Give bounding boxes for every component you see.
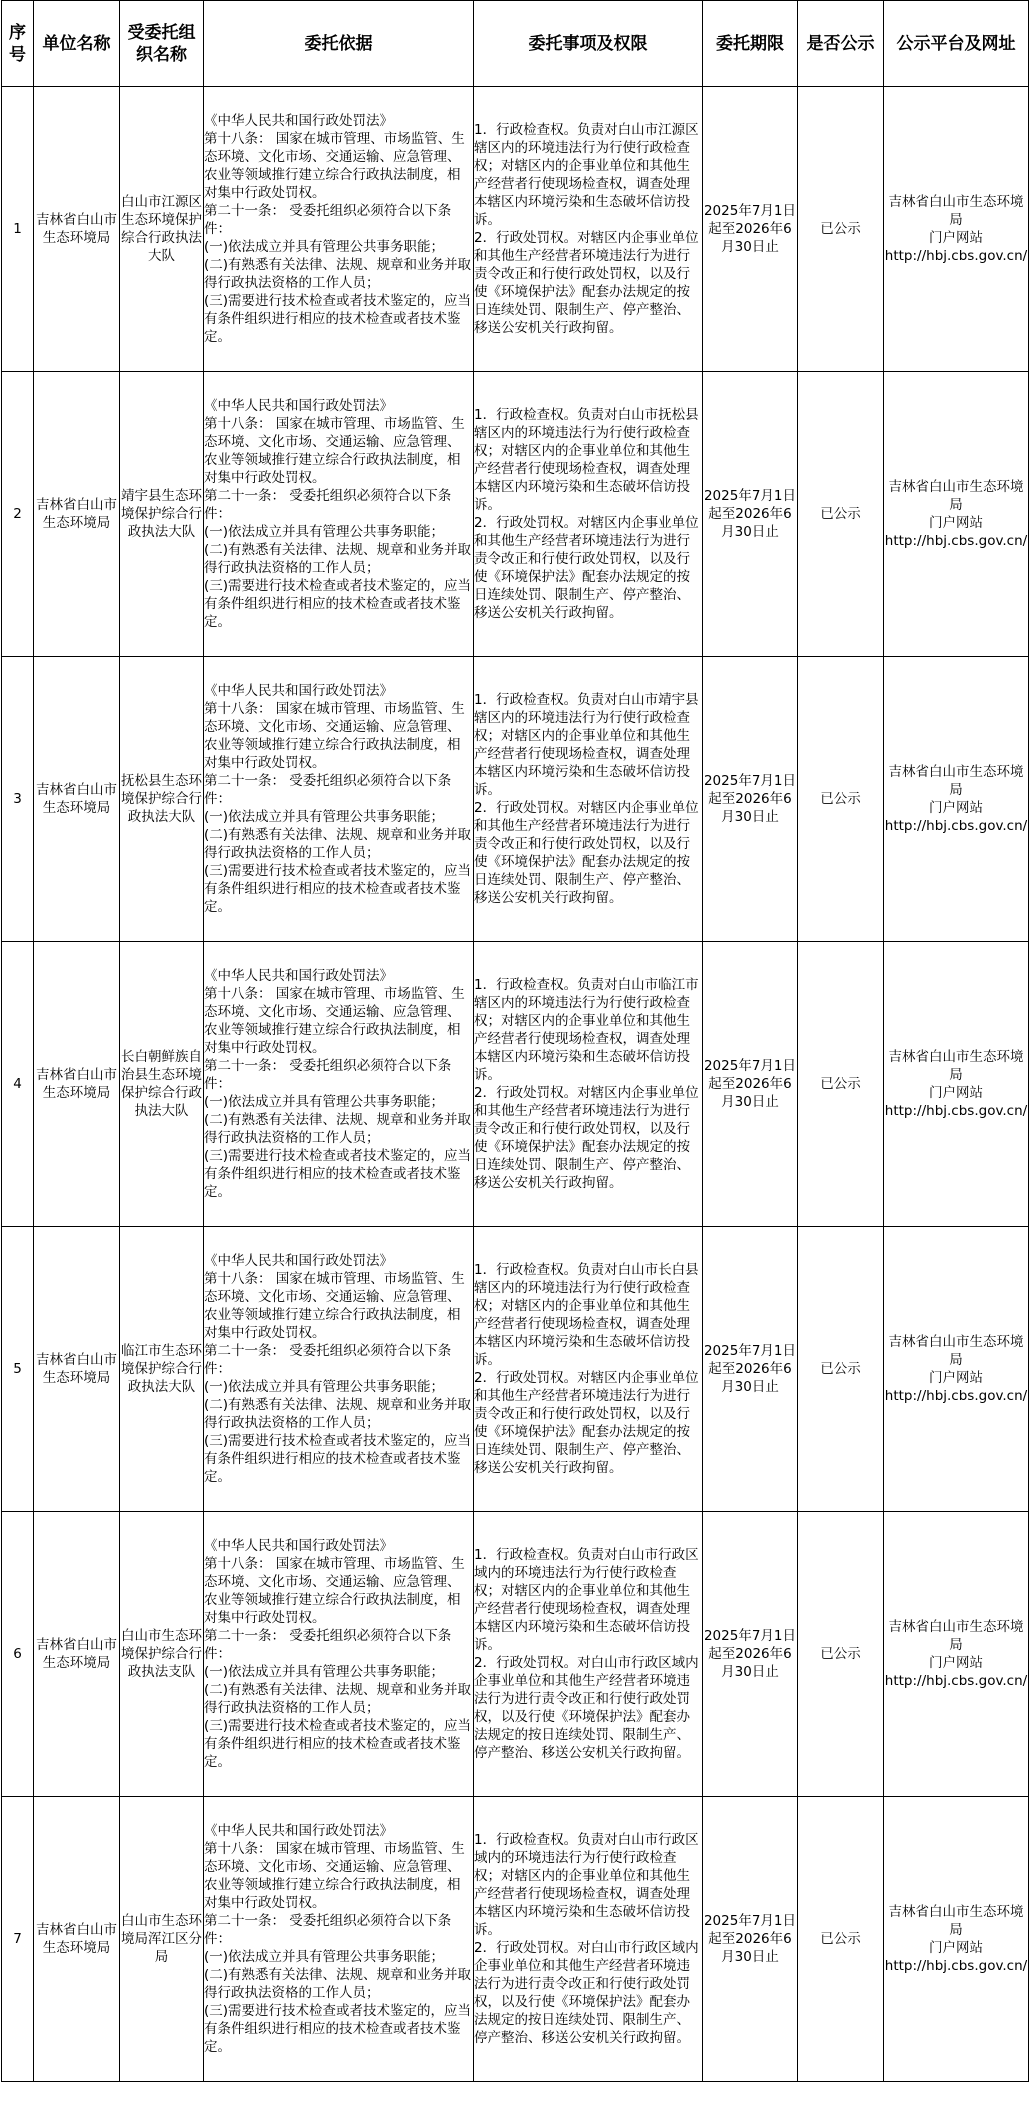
- row-entrusted: 临江市生态环境保护综合行政执法大队: [120, 1227, 204, 1512]
- row-basis: 《中华人民共和国行政处罚法》 第十八条： 国家在城市管理、市场监管、生态环境、文化市场、交通运输、应急管理、农业等领域推行建立综合行政执法制度，相对集中行政处罚权。 第二十一条： 受委托组织必须符合以下条件： (一)依法成立并具有管理公共事务职能； (二)有熟悉有关法律、法规、规章和业务并取得行政执法资格的工作人员； (三)需要进行技术检查或者技术鉴定的，应当有条件组织进行相应的技术检查或者技术鉴定。: [204, 1512, 474, 1797]
- row-entrusted: 白山市生态环境保护综合行政执法支队: [120, 1512, 204, 1797]
- header-unit: 单位名称: [34, 1, 120, 87]
- row-published: 已公示: [798, 372, 884, 657]
- row-published: 已公示: [798, 1227, 884, 1512]
- header-matters: 委托事项及权限: [474, 1, 703, 87]
- table-row: [2, 1227, 1029, 1512]
- header-entrusted: 受委托组织名称: [120, 1, 204, 87]
- row-matters: 1．行政检查权。负责对白山市临江市辖区内的环境违法行为行使行政检查权；对辖区内的企事业单位和其他生产经营者行使现场检查权，调查处理本辖区内环境污染和生态破坏信访投诉。 2．行政处罚权。对辖区内企事业单位和其他生产经营者环境违法行为进行责令改正和行使行政处罚权，以及行使《环境保护法》配套办法规定的按日连续处罚、限制生产、停产整治、移送公安机关行政拘留。: [474, 942, 703, 1227]
- row-published: 已公示: [798, 87, 884, 372]
- row-matters: 1．行政检查权。负责对白山市抚松县辖区内的环境违法行为行使行政检查权；对辖区内的企事业单位和其他生产经营者行使现场检查权，调查处理本辖区内环境污染和生态破坏信访投诉。 2．行政处罚权。对辖区内企事业单位和其他生产经营者环境违法行为进行责令改正和行使行政处罚权，以及行使《环境保护法》配套办法规定的按日连续处罚、限制生产、停产整治、移送公安机关行政拘留。: [474, 372, 703, 657]
- table-header: [2, 1, 1029, 87]
- row-published: 已公示: [798, 942, 884, 1227]
- header-platform: 公示平台及网址: [884, 1, 1029, 87]
- row-entrusted: 抚松县生态环境保护综合行政执法大队: [120, 657, 204, 942]
- header-no: 序号: [2, 1, 34, 87]
- row-no: 2: [2, 372, 34, 657]
- table-row: [2, 942, 1029, 1227]
- row-term: 2025年7月1日起至2026年6月30日止: [703, 372, 798, 657]
- row-basis: 《中华人民共和国行政处罚法》 第十八条： 国家在城市管理、市场监管、生态环境、文化市场、交通运输、应急管理、农业等领域推行建立综合行政执法制度，相对集中行政处罚权。 第二十一条： 受委托组织必须符合以下条件： (一)依法成立并具有管理公共事务职能； (二)有熟悉有关法律、法规、规章和业务并取得行政执法资格的工作人员； (三)需要进行技术检查或者技术鉴定的，应当有条件组织进行相应的技术检查或者技术鉴定。: [204, 942, 474, 1227]
- header-row: [2, 1, 1029, 87]
- row-unit: 吉林省白山市生态环境局: [34, 657, 120, 942]
- header-basis: 委托依据: [204, 1, 474, 87]
- row-published: 已公示: [798, 1512, 884, 1797]
- row-basis: 《中华人民共和国行政处罚法》 第十八条： 国家在城市管理、市场监管、生态环境、文化市场、交通运输、应急管理、农业等领域推行建立综合行政执法制度，相对集中行政处罚权。 第二十一条： 受委托组织必须符合以下条件： (一)依法成立并具有管理公共事务职能； (二)有熟悉有关法律、法规、规章和业务并取得行政执法资格的工作人员； (三)需要进行技术检查或者技术鉴定的，应当有条件组织进行相应的技术检查或者技术鉴定。: [204, 1227, 474, 1512]
- row-unit: 吉林省白山市生态环境局: [34, 372, 120, 657]
- row-matters: 1．行政检查权。负责对白山市靖宇县辖区内的环境违法行为行使行政检查权；对辖区内的企事业单位和其他生产经营者行使现场检查权，调查处理本辖区内环境污染和生态破坏信访投诉。 2．行政处罚权。对辖区内企事业单位和其他生产经营者环境违法行为进行责令改正和行使行政处罚权，以及行使《环境保护法》配套办法规定的按日连续处罚、限制生产、停产整治、移送公安机关行政拘留。: [474, 657, 703, 942]
- header-published: 是否公示: [798, 1, 884, 87]
- table-body: [2, 87, 1029, 2082]
- row-matters: 1．行政检查权。负责对白山市长白县辖区内的环境违法行为行使行政检查权；对辖区内的企事业单位和其他生产经营者行使现场检查权，调查处理本辖区内环境污染和生态破坏信访投诉。 2．行政处罚权。对辖区内企事业单位和其他生产经营者环境违法行为进行责令改正和行使行政处罚权，以及行使《环境保护法》配套办法规定的按日连续处罚、限制生产、停产整治、移送公安机关行政拘留。: [474, 1227, 703, 1512]
- row-basis: 《中华人民共和国行政处罚法》 第十八条： 国家在城市管理、市场监管、生态环境、文化市场、交通运输、应急管理、农业等领域推行建立综合行政执法制度，相对集中行政处罚权。 第二十一条： 受委托组织必须符合以下条件： (一)依法成立并具有管理公共事务职能； (二)有熟悉有关法律、法规、规章和业务并取得行政执法资格的工作人员； (三)需要进行技术检查或者技术鉴定的，应当有条件组织进行相应的技术检查或者技术鉴定。: [204, 372, 474, 657]
- row-platform: 吉林省白山市生态环境局 门户网站 http://hbj.cbs.gov.cn/: [884, 942, 1029, 1227]
- row-unit: 吉林省白山市生态环境局: [34, 1512, 120, 1797]
- row-published: 已公示: [798, 1797, 884, 2082]
- row-unit: 吉林省白山市生态环境局: [34, 87, 120, 372]
- table-row: [2, 1797, 1029, 2082]
- row-platform: 吉林省白山市生态环境局 门户网站 http://hbj.cbs.gov.cn/: [884, 1512, 1029, 1797]
- row-entrusted: 白山市生态环境局浑江区分局: [120, 1797, 204, 2082]
- table-row: [2, 1512, 1029, 1797]
- row-term: 2025年7月1日起至2026年6月30日止: [703, 1797, 798, 2082]
- entrustment-table: [1, 0, 1029, 2082]
- table-row: [2, 372, 1029, 657]
- row-term: 2025年7月1日起至2026年6月30日止: [703, 942, 798, 1227]
- row-no: 6: [2, 1512, 34, 1797]
- row-basis: 《中华人民共和国行政处罚法》 第十八条： 国家在城市管理、市场监管、生态环境、文化市场、交通运输、应急管理、农业等领域推行建立综合行政执法制度，相对集中行政处罚权。 第二十一条： 受委托组织必须符合以下条件： (一)依法成立并具有管理公共事务职能； (二)有熟悉有关法律、法规、规章和业务并取得行政执法资格的工作人员； (三)需要进行技术检查或者技术鉴定的，应当有条件组织进行相应的技术检查或者技术鉴定。: [204, 1797, 474, 2082]
- row-term: 2025年7月1日起至2026年6月30日止: [703, 1512, 798, 1797]
- row-term: 2025年7月1日起至2026年6月30日止: [703, 87, 798, 372]
- row-matters: 1．行政检查权。负责对白山市江源区辖区内的环境违法行为行使行政检查权；对辖区内的企事业单位和其他生产经营者行使现场检查权，调查处理本辖区内环境污染和生态破坏信访投诉。 2．行政处罚权。对辖区内企事业单位和其他生产经营者环境违法行为进行责令改正和行使行政处罚权，以及行使《环境保护法》配套办法规定的按日连续处罚、限制生产、停产整治、移送公安机关行政拘留。: [474, 87, 703, 372]
- table-row: [2, 657, 1029, 942]
- row-platform: 吉林省白山市生态环境局 门户网站 http://hbj.cbs.gov.cn/: [884, 657, 1029, 942]
- row-no: 3: [2, 657, 34, 942]
- header-term: 委托期限: [703, 1, 798, 87]
- row-unit: 吉林省白山市生态环境局: [34, 1797, 120, 2082]
- row-unit: 吉林省白山市生态环境局: [34, 1227, 120, 1512]
- row-matters: 1．行政检查权。负责对白山市行政区域内的环境违法行为行使行政检查权；对辖区内的企事业单位和其他生产经营者行使现场检查权，调查处理本辖区内环境污染和生态破坏信访投诉。 2．行政处罚权。对白山市行政区域内企事业单位和其他生产经营者环境违法行为进行责令改正和行使行政处罚权，以及行使《环境保护法》配套办法规定的按日连续处罚、限制生产、停产整治、移送公安机关行政拘留。: [474, 1797, 703, 2082]
- table-row: [2, 87, 1029, 372]
- row-entrusted: 靖宇县生态环境保护综合行政执法大队: [120, 372, 204, 657]
- row-matters: 1．行政检查权。负责对白山市行政区域内的环境违法行为行使行政检查权；对辖区内的企事业单位和其他生产经营者行使现场检查权，调查处理本辖区内环境污染和生态破坏信访投诉。 2．行政处罚权。对白山市行政区域内企事业单位和其他生产经营者环境违法行为进行责令改正和行使行政处罚权，以及行使《环境保护法》配套办法规定的按日连续处罚、限制生产、停产整治、移送公安机关行政拘留。: [474, 1512, 703, 1797]
- row-term: 2025年7月1日起至2026年6月30日止: [703, 657, 798, 942]
- row-entrusted: 白山市江源区生态环境保护综合行政执法大队: [120, 87, 204, 372]
- row-no: 7: [2, 1797, 34, 2082]
- row-basis: 《中华人民共和国行政处罚法》 第十八条： 国家在城市管理、市场监管、生态环境、文化市场、交通运输、应急管理、农业等领域推行建立综合行政执法制度，相对集中行政处罚权。 第二十一条： 受委托组织必须符合以下条件： (一)依法成立并具有管理公共事务职能； (二)有熟悉有关法律、法规、规章和业务并取得行政执法资格的工作人员； (三)需要进行技术检查或者技术鉴定的，应当有条件组织进行相应的技术检查或者技术鉴定。: [204, 87, 474, 372]
- row-platform: 吉林省白山市生态环境局 门户网站 http://hbj.cbs.gov.cn/: [884, 1797, 1029, 2082]
- row-platform: 吉林省白山市生态环境局 门户网站 http://hbj.cbs.gov.cn/: [884, 87, 1029, 372]
- row-term: 2025年7月1日起至2026年6月30日止: [703, 1227, 798, 1512]
- row-platform: 吉林省白山市生态环境局 门户网站 http://hbj.cbs.gov.cn/: [884, 372, 1029, 657]
- row-no: 4: [2, 942, 34, 1227]
- row-no: 1: [2, 87, 34, 372]
- row-no: 5: [2, 1227, 34, 1512]
- row-published: 已公示: [798, 657, 884, 942]
- row-platform: 吉林省白山市生态环境局 门户网站 http://hbj.cbs.gov.cn/: [884, 1227, 1029, 1512]
- row-unit: 吉林省白山市生态环境局: [34, 942, 120, 1227]
- row-entrusted: 长白朝鲜族自治县生态环境保护综合行政执法大队: [120, 942, 204, 1227]
- row-basis: 《中华人民共和国行政处罚法》 第十八条： 国家在城市管理、市场监管、生态环境、文化市场、交通运输、应急管理、农业等领域推行建立综合行政执法制度，相对集中行政处罚权。 第二十一条： 受委托组织必须符合以下条件： (一)依法成立并具有管理公共事务职能； (二)有熟悉有关法律、法规、规章和业务并取得行政执法资格的工作人员； (三)需要进行技术检查或者技术鉴定的，应当有条件组织进行相应的技术检查或者技术鉴定。: [204, 657, 474, 942]
